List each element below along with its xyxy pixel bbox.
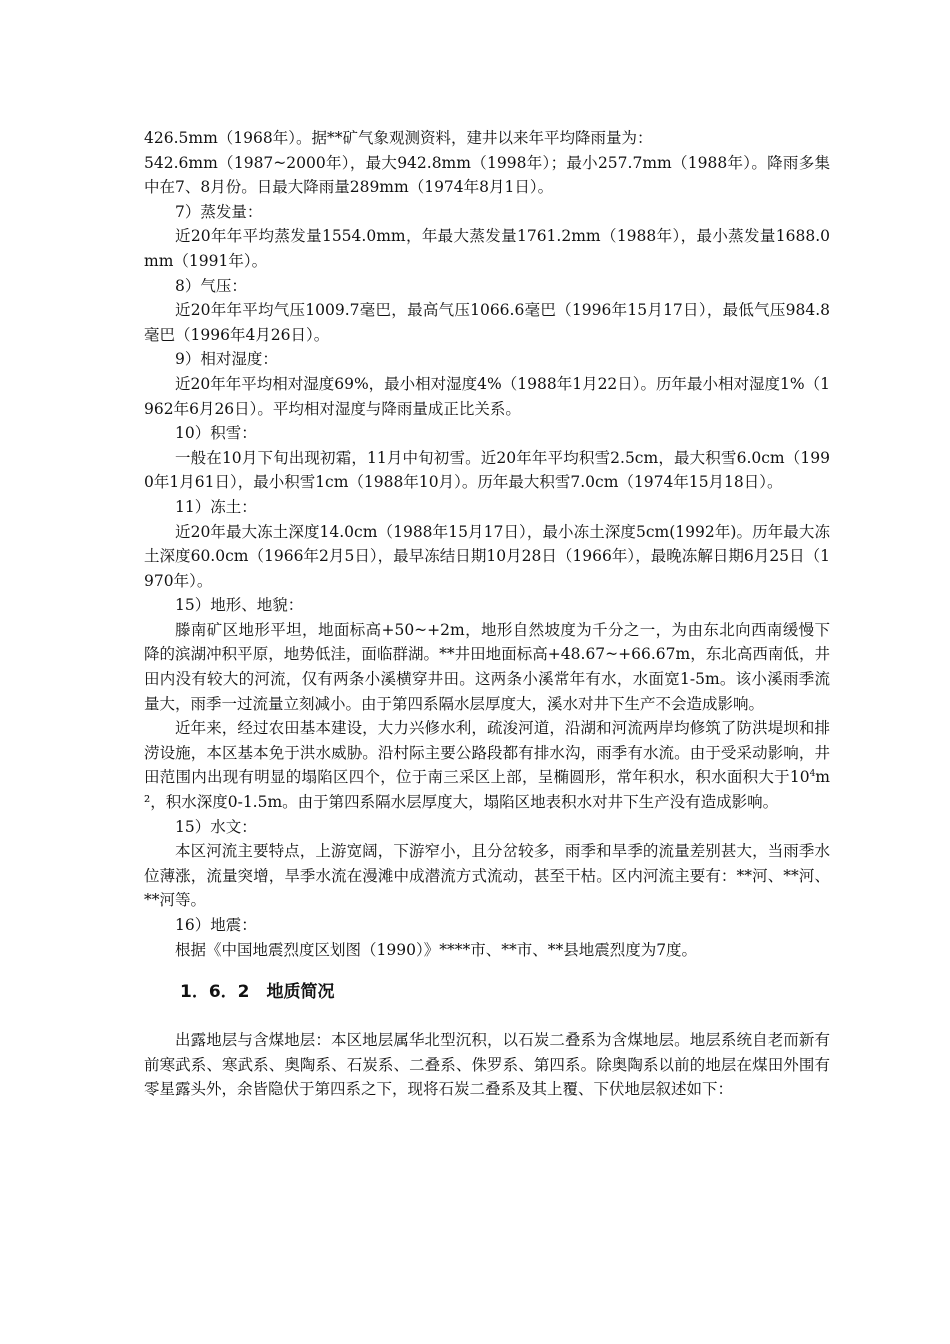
- item-title-terrain: 15）地形、地貌：: [175, 596, 304, 615]
- paragraph-humidity: 近20年年平均相对湿度69%，最小相对湿度4%（1988年1月22日）。历年最小相对湿度1%（1962年6月26日）。平均相对湿度与降雨量成正比关系。: [144, 374, 830, 418]
- paragraph-hydrology: 本区河流主要特点，上游宽阔，下游窄小，且分岔较多，雨季和旱季的流量差别甚大，当雨季水位薄涨，流量突增，旱季水流在漫滩中成潜流方式流动，甚至干枯。区内河流主要有：**河、**河、**河等。: [144, 842, 830, 910]
- item-title-evaporation: 7）蒸发量：: [175, 202, 263, 221]
- paragraph-strata: 出露地层与含煤地层：本区地层属华北型沉积，以石炭二叠系为含煤地层。地层系统自老而新有前寒武系、寒武系、奥陶系、石炭系、二叠系、侏罗系、第四系。除奥陶系以前的地层在煤田外围有零星露头外，余皆隐伏于第四系之下，现将石炭二叠系及其上覆、下伏地层叙述如下：: [144, 1031, 830, 1099]
- flood-text-before: 近年来，经过农田基本建设，大力兴修水利，疏浚河道，沿湖和河流两岸均修筑了防洪堤坝和排涝设施，本区基本免于洪水威胁。沿村际主要公路段都有排水沟，雨季有水流。由于受采动影响，井田范围内出现有明显的塌陷区四个，位于南三采区上部，呈椭圆形，常年积水，积水面积大于10: [144, 719, 830, 787]
- item-title-frozen-soil: 11）冻土：: [175, 497, 257, 516]
- heading-spacer-top: [144, 962, 830, 980]
- paragraph-snow: 一般在10月下旬出现初霜，11月中旬初雪。近20年年平均积雪2.5cm，最大积雪6.0cm（1990年1月61日），最小积雪1cm（1988年10月）。历年最大积雪7.0cm（1974年15月18日）。: [144, 448, 830, 492]
- item-title-earthquake: 16）地震：: [175, 916, 257, 934]
- paragraph-pressure: 近20年年平均气压1009.7毫巴，最高气压1066.6毫巴（1996年15月17日），最低气压984.8毫巴（1996年4月26日）。: [144, 301, 830, 344]
- paragraph-terrain: 滕南矿区地形平坦，地面标高+50~+2m，地形自然坡度为千分之一，为由东北向西南缓慢下降的滨湖冲积平原，地势低洼，面临群湖。**井田地面标高+48.67~+66.67m，东北高西南低，井田内没有较大的河流，仅有两条小溪横穿井田。这两条小溪常年有水，水面宽1-5m。该小溪雨季流量大，雨季一过流量立刻减小。由于第四系隔水层厚度大，溪水对井下生产不会造成影响。: [144, 620, 830, 713]
- item-title-humidity: 9）相对湿度：: [175, 350, 278, 369]
- paragraph-rainfall-cont: 426.5mm（1968年）。据**矿气象观测资料，建井以来年平均降雨量为：: [144, 129, 653, 147]
- flood-text-after: m²，积水深度0-1.5m。由于第四系隔水层厚度大，塌陷区地表积水对井下生产没有造成影响。: [144, 768, 830, 812]
- paragraph-frozen-soil: 近20年最大冻土深度14.0cm（1988年15月17日），最小冻土深度5cm(1992年)。历年最大冻土深度60.0cm（1966年2月5日），最早冻结日期10月28日（1966年），最晚冻解日期6月25日（1970年）。: [144, 522, 830, 590]
- paragraph-rainfall-stats: 542.6mm（1987~2000年），最大942.8mm（1998年）；最小257.7mm（1988年）。降雨多集中在7、8月份。日最大降雨量289mm（1974年8月1日）。: [144, 153, 830, 197]
- document-page: [144, 126, 830, 1102]
- item-title-hydrology: 15）水文：: [175, 817, 257, 836]
- paragraph-earthquake: 根据《中国地震烈度区划图（1990）》****市、**市、**县地震烈度为7度。: [175, 940, 698, 959]
- paragraph-evaporation: 近20年年平均蒸发量1554.0mm，年最大蒸发量1761.2mm（1988年），最小蒸发量1688.0mm（1991年）。: [144, 227, 830, 270]
- item-title-snow: 10）积雪：: [175, 424, 257, 443]
- section-heading-geology: 1．6．2 地质简况: [180, 982, 335, 1003]
- paragraph-flood-control: [144, 716, 830, 814]
- item-title-pressure: 8）气压：: [175, 276, 247, 295]
- flood-superscript: 4: [809, 769, 816, 780]
- heading-spacer-bottom: [144, 1004, 830, 1028]
